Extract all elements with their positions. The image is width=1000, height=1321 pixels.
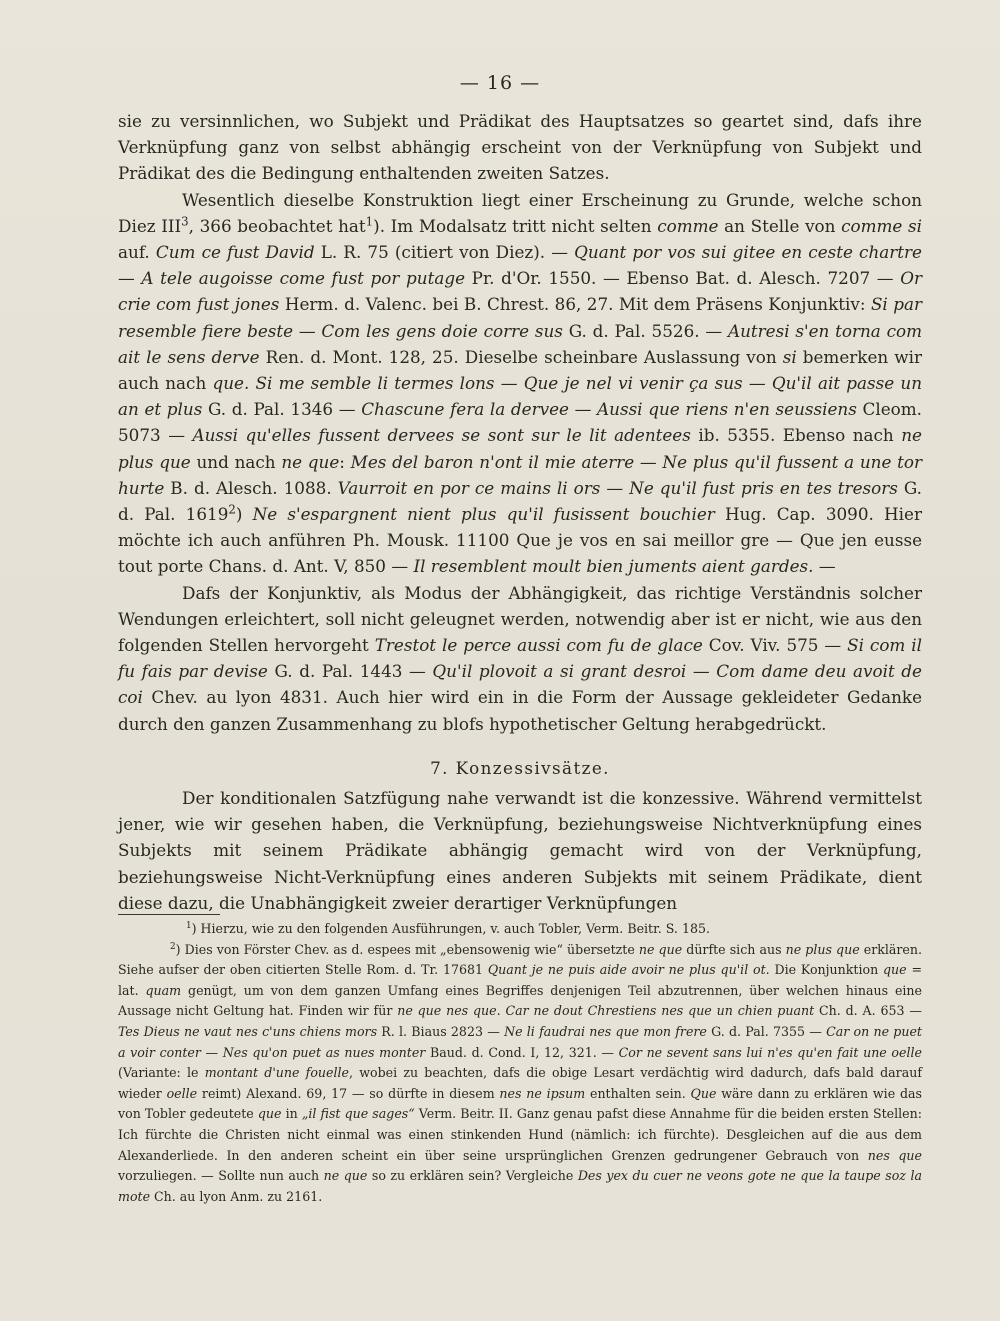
italic-quotation: Aussi qu'elles fussent dervees se sont sur le lit adentees [192, 425, 691, 446]
text-run: G. d. Pal. 1619 [118, 477, 922, 525]
italic-quotation: Or crie com fust jones [118, 268, 922, 315]
italic-quotation: Quant por vos sui gitee en ceste chartre — A tele augoisse come fust por putage [118, 242, 922, 289]
italic-quotation: ne que [638, 941, 683, 957]
text-run: Dafs der Konjunktiv, als Modus der Abhängigkeit, das richtige Verständnis solcher Wendungen erleichtert, soll nicht geleugnet werden, notwendig aber ist er nicht, wie aus den folgenden Stellen hervorgeht [118, 582, 922, 656]
italic-quotation: ne plus que [118, 425, 922, 472]
text-run: B. d. Alesch. 1088. [164, 477, 338, 498]
text-run: L. R. 75 (citiert von Diez). — [314, 242, 575, 263]
text-run: , wobei zu beachten, dafs die obige Lesart verdächtig wird dadurch, dafs bald darauf wieder [118, 1065, 922, 1101]
italic-quotation: Cor ne sevent sans lui n'es qu'en fait une oelle [618, 1044, 922, 1060]
text-run: — [813, 556, 836, 577]
main-text [118, 108, 922, 916]
text-run: an Stelle von [718, 215, 842, 236]
italic-quotation: que [883, 962, 907, 978]
italic-quotation: Qu'il plovoit a si grant desroi — Com dame deu avoit de coi [118, 661, 922, 708]
text-run: auf. [118, 242, 156, 263]
text-run: R. l. Biaus 2823 — [377, 1023, 505, 1039]
text-run: dürfte sich aus [682, 941, 786, 957]
italic-quotation: Ne s'espargnent nient plus qu'il fusissent bouchier [252, 504, 715, 525]
text-run: sie zu versinnlichen, wo Subjekt und Prädikat des Hauptsatzes so geartet sind, dafs ihre Verknüpfung ganz von selbst abhängig erscheint von der Verknüpfung von Subjekt und Prädikat des die Bedingung enthaltenden zweiten Satzes. [118, 111, 922, 184]
italic-quotation: Trestot le perce aussi com fu de glace [374, 635, 703, 656]
text-run: : [339, 451, 351, 472]
text-run: Cov. Viv. 575 — [702, 635, 848, 656]
italic-quotation: Ne li faudrai nes que mon frere [504, 1023, 707, 1039]
text-run: Pr. d'Or. 1550. — Ebenso Bat. d. Alesch. 7207 — [465, 268, 901, 289]
italic-quotation: ne plus que [785, 941, 860, 957]
italic-quotation: Si com il fu fais par devise [118, 635, 923, 682]
footnote-marker: 1 [186, 920, 192, 931]
text-run: . [496, 1003, 506, 1019]
text-run: G. d. Pal. 1443 — [267, 661, 433, 682]
italic-quotation: Quant je ne puis aide avoir ne plus qu'il ot. [487, 962, 770, 978]
italic-quotation: comme si [841, 215, 922, 236]
italic-quotation: montant d'une fouelle [204, 1065, 349, 1081]
italic-quotation: quam [145, 982, 182, 998]
italic-quotation: Chascune fera la dervee — Aussi que riens n'en seussiens [361, 399, 857, 420]
italic-quotation: que. [212, 373, 250, 394]
paragraphs [118, 108, 922, 737]
text-run: Ch. d. A. 653 — [814, 1003, 922, 1019]
paragraph [118, 580, 922, 737]
text-run: erklären. Siehe aufser der oben citierten Stelle Rom. d. Tr. 17681 [118, 941, 922, 978]
text-run: und nach [190, 451, 282, 472]
italic-quotation: Mes del baron n'ont il mie aterre — Ne plus qu'il fussent a une tor hurte [118, 451, 922, 498]
text-run: Ch. au lyon Anm. zu 2161. [150, 1188, 323, 1204]
text-run: bemerken wir auch nach [118, 346, 922, 394]
italic-quotation: Si par resemble fiere beste — Com les gens doie corre sus [118, 294, 922, 341]
italic-quotation: ne que [281, 451, 340, 472]
text-run: Die Konjunktion [769, 962, 883, 978]
text-run: reimt) Alexand. 69, 17 — so dürfte in diesem [197, 1085, 500, 1101]
text-run: G. d. Pal. 7355 — [706, 1023, 827, 1039]
text-run: Wesentlich dieselbe Konstruktion liegt einer Erscheinung zu Grunde, welche schon Diez III [118, 189, 922, 236]
text-run: enthalten sein. [585, 1085, 691, 1101]
text-run: Hug. Cap. 3090. Hier möchte ich auch anführen Ph. Mousk. 11100 Que je vos en sai meillor gre — Que jen eusse tout porte Chans. d. Ant. V, 850 — [118, 504, 922, 577]
text-run: G. d. Pal. 5526. — [562, 320, 728, 341]
text-run: Cleom. 5073 — [118, 399, 922, 446]
text-run: wäre dann zu erklären wie das von Tobler gedeutete [118, 1085, 922, 1122]
italic-quotation: Il resemblent moult bien juments aient gardes. [413, 556, 814, 577]
text-run: ) [235, 504, 253, 525]
text-run: ib. 5355. Ebenso nach [690, 425, 902, 446]
italic-quotation: si [782, 346, 797, 367]
italic-quotation: Cum ce fust David [155, 242, 315, 263]
italic-quotation: ne que [323, 1168, 368, 1184]
page-number: — 16 — [459, 72, 541, 94]
footnote-marker: 3 [181, 214, 189, 229]
text-run: ) Hierzu, wie zu den folgenden Ausführungen, v. auch Tobler, Verm. Beitr. S. 185. [191, 921, 710, 936]
italic-quotation: que [257, 1106, 282, 1122]
italic-quotation: nes que [867, 1147, 922, 1163]
footnote [118, 919, 922, 940]
section-paragraph: Der konditionalen Satzfügung nahe verwandt ist die konzessive. Während vermittelst jener, wie wir gesehen haben, die Verknüpfung, beziehungsweise Nichtverknüpfung eines Subjekts mit seinem Prädikate abhängig gemacht wird von der Verknüpfung, beziehungsweise Nicht-Verknüpfung eines anderen Subjekts mit seinem Prädikate, dient diese dazu, die Unabhängigkeit zweier derartiger Verknüpfungen [118, 788, 922, 913]
italic-quotation: „il fist que sages“ [301, 1106, 415, 1122]
italic-quotation: Car ne dout Chrestiens nes que un chien puant [505, 1003, 815, 1019]
text-run: in [281, 1106, 302, 1122]
text-run: Baud. d. Cond. I, 12, 321. — [425, 1044, 619, 1060]
text-run: Chev. au lyon 4831. Auch hier wird ein in die Form der Aussage gekleideter Gedanke durch den ganzen Zusammenhang zu blofs hypothetischer Geltung herabgedrückt. [118, 687, 922, 734]
italic-quotation: Tes Dieus ne vaut nes c'uns chiens mors [118, 1023, 378, 1039]
footnote-marker: 2 [170, 941, 176, 952]
footnote-marker: 2 [228, 502, 236, 517]
italic-quotation: Vaurroit en por ce mains li ors — Ne qu'il fust pris en tes tresors [337, 477, 898, 498]
italic-quotation: oelle [166, 1085, 198, 1101]
section-heading: 7. Konzessivsätze. [430, 757, 610, 778]
paragraph [118, 108, 922, 187]
text-run: Herm. d. Valenc. bei B. Chrest. 86, 27. Mit dem Präsens Konjunktiv: [279, 294, 871, 315]
italic-quotation: Car on ne puet a voir conter — Nes qu'on puet as nues monter [118, 1023, 922, 1060]
italic-quotation: Si me semble li termes lons — Que je nel vi venir ça sus — Qu'il ait passe un an et plus [118, 373, 922, 420]
italic-quotation: nes que [446, 1003, 497, 1019]
italic-quotation: Autresi s'en torna com ait le sens derve [118, 320, 922, 367]
text-run: vorzuliegen. — Sollte nun auch [118, 1168, 324, 1184]
text-run: G. d. Pal. 1346 — [202, 399, 362, 420]
footnote [118, 940, 922, 1208]
text-run: = lat. [118, 962, 923, 998]
text-run: so zu erklären sein? Vergleiche [367, 1168, 578, 1184]
italic-quotation: Des yex du cuer ne veons gote ne que la taupe soz la mote [118, 1168, 922, 1204]
text-run: ). Im Modalsatz tritt nicht selten [373, 215, 658, 236]
italic-quotation: Que [690, 1085, 717, 1101]
text-run: , 366 beobachtet hat [188, 215, 366, 236]
text-run: Ren. d. Mont. 128, 25. Dieselbe scheinbare Auslassung von [259, 346, 783, 367]
text-run: genügt, um von dem ganzen Umfang eines Begriffes denjenigen Teil abzutrennen, über welchen hinaus eine Aussage nicht Geltung hat. Finden wir für [118, 982, 922, 1019]
italic-quotation: ne que [397, 1003, 442, 1019]
text-run: Verm. Beitr. II. Ganz genau pafst diese Annahme für die beiden ersten Stellen: Ich fürchte die Christen nicht einmal was einen stinkenden Hund (nämlich: ich fürchte). Desgleichen auf die aus dem Alexanderliede. In den anderen scheint ein über seine ursprünglichen Grenzen gedrungener Gebrauch von [118, 1106, 922, 1163]
italic-quotation: nes ne ipsum [499, 1085, 586, 1101]
paragraph [118, 187, 922, 580]
text-run: (Variante: le [118, 1065, 205, 1081]
footnote-rule [118, 914, 220, 915]
footnote-marker: 1 [365, 214, 374, 229]
text-run: ) Dies von Förster Chev. as d. espees mit „ebensowenig wie“ übersetzte [175, 941, 639, 957]
italic-quotation: comme [657, 215, 719, 236]
footnotes [118, 919, 922, 1207]
